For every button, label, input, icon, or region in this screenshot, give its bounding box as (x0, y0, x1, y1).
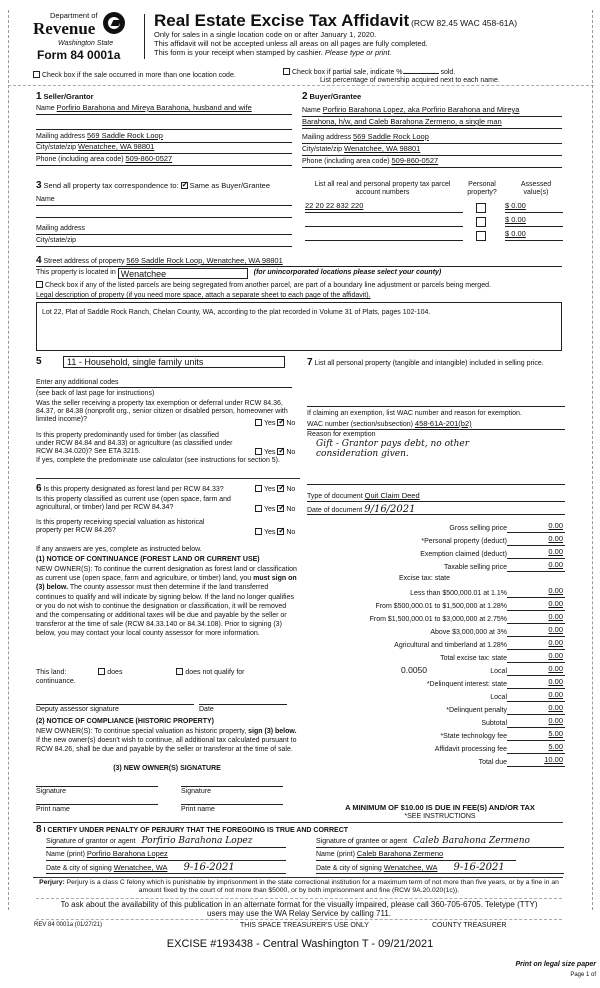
grantor-name-value: Porfirio Barahona Lopez (86, 849, 168, 858)
header-divider (144, 14, 145, 59)
parcel-account-input[interactable] (305, 202, 463, 213)
local-tax-rate: 0.0050 (401, 665, 427, 676)
parcel-assessed-value: $ 0.00 (505, 215, 526, 224)
reason-line-2[interactable]: consideration given. (316, 449, 409, 459)
use-code-select[interactable]: 11 - Household, single family units (63, 356, 285, 368)
correspondence-city-field[interactable] (36, 237, 292, 247)
tax-row (307, 533, 565, 546)
exemption-question-text: Was the seller receiving a property tax exemption or deferral under RCW 84.36, 84.37, or 84.38 (nonprofit org., senior citizen or disabled person, homeowner with limited income)? (36, 400, 288, 424)
section6-num: 6 (36, 483, 42, 494)
form-title: Real Estate Excise Tax Affidavit (154, 11, 410, 30)
segregated-row (36, 281, 491, 290)
parcel-assessed-input[interactable] (505, 230, 563, 241)
notice-compliance-bold: sign (3) below. (248, 728, 297, 735)
excise-row (307, 637, 565, 650)
qualify-row (36, 668, 245, 677)
excise-row (307, 611, 565, 624)
section8-num: 8 (36, 824, 42, 835)
notice-continuance-title: (1) NOTICE OF CONTINUANCE (FOREST LAND OR CURRENT USE) (36, 556, 260, 563)
notice-continuance-text (36, 565, 298, 639)
excise-row-label: Total excise tax: state (440, 654, 507, 662)
buyer-heading-label: Buyer/Grantee (309, 92, 362, 101)
title-row (154, 11, 517, 31)
additional-codes-field[interactable] (36, 379, 292, 388)
buyer-city-value: Wenatchee, WA 98801 (344, 144, 421, 153)
seller-mailing-value: 569 Saddle Rock Loop (86, 131, 163, 140)
certify-text: I CERTIFY UNDER PENALTY OF PERJURY THAT THE FOREGOING IS TRUE AND CORRECT (43, 827, 349, 834)
final-row-label: Local (490, 693, 507, 701)
partial-sale-row (283, 67, 455, 77)
segregated-label: Check box if any of the listed parcels are being segregated from another parcel, are part of a boundary line adjustment or parcels being merged. (45, 282, 491, 289)
owner-signature-2-line[interactable] (181, 786, 283, 787)
correspondence-section-num: 3 (36, 180, 42, 191)
street-address-label: Street address of property (43, 258, 125, 265)
seller-name-label: Name (36, 105, 55, 112)
final-row-label: Affidavit processing fee (434, 745, 507, 753)
historical-answer (255, 528, 295, 537)
section-8-divider (33, 822, 563, 823)
no-label: No (286, 486, 296, 493)
tax-row-label: Exemption claimed (deduct) (420, 550, 507, 558)
parcels-header-accounts: List all real and personal property tax parcel account numbers (314, 181, 451, 197)
use-code-section-num: 5 (36, 356, 42, 367)
seller-mailing-field[interactable] (36, 132, 292, 143)
buyer-phone-value: 509-860-0527 (391, 156, 439, 165)
seller-phone-label: Phone (including area code) (36, 156, 124, 163)
parcel-assessed-input[interactable] (505, 202, 563, 213)
seller-heading (36, 91, 94, 103)
form-number: Form 84 0001a (37, 48, 121, 62)
header-notice-1: Only for sales in a single location code on or after January 1, 2020. (154, 30, 377, 39)
revision-label: REV 84 0001a (01/27/21) (34, 922, 103, 928)
parcel-assessed-value: $ 0.00 (505, 229, 526, 238)
historical-question: Is this property receiving special valuation as historical property per RCW 84.26? (36, 519, 205, 535)
notice-compliance-text-b: If the new owner(s) doesn't wish to continue, all additional tax calculated pursuant to RCW 84.26, shall be due and payable by the seller or transferor at the time of sale. (36, 737, 297, 753)
current-use-yes-checkbox[interactable] (255, 505, 262, 512)
reason-label: Reason for exemption (307, 431, 376, 438)
document-date-value: 9/16/2021 (364, 504, 416, 515)
excise-stamp: EXCISE #193438 - Central Washington T - 09/21/2021 (166, 938, 434, 950)
buyer-name-value-1: Porfirio Barahona Lopez, aka Porfirio Barahona and Mireya (322, 105, 520, 114)
revenue-swirl-icon (103, 12, 125, 34)
certify-heading (36, 824, 348, 836)
multi-location-row (33, 71, 236, 80)
segregated-checkbox[interactable] (36, 281, 43, 288)
final-row (307, 754, 565, 767)
county-treasurer-label: COUNTY TREASURER (432, 922, 507, 929)
seller-heading-label: Seller/Grantor (43, 92, 94, 101)
personal-property-line[interactable] (307, 406, 565, 407)
if-yes-note: If any answers are yes, complete as instructed below. (36, 546, 202, 553)
deputy-date-line[interactable] (199, 704, 287, 705)
forest-yes-checkbox[interactable] (255, 485, 262, 492)
excise-row-label: Less than $500,000.01 at 1.1% (410, 589, 507, 597)
local-tax-label: Local (490, 667, 507, 675)
tax-row-label: Taxable selling price (443, 563, 507, 571)
property-section-num: 4 (36, 255, 42, 266)
print-legal-note: Print on legal size paper (515, 961, 596, 968)
buyer-name-value-2: Barahona, h/w, and Caleb Barahona Zermeno, a single man (302, 117, 502, 126)
tax-row-value[interactable]: 0.00 (507, 561, 565, 572)
does-not-qualify-checkbox[interactable] (176, 668, 183, 675)
excise-row (307, 650, 565, 663)
perjury-divider (33, 877, 563, 878)
excise-heading: Excise tax: state (399, 575, 450, 582)
notice-compliance-title: (2) NOTICE OF COMPLIANCE (HISTORIC PROPERTY) (36, 718, 214, 725)
correspondence-name-field[interactable] (36, 196, 292, 206)
seller-name-value: Porfirio Barahona and Mireya Barahona, husband and wife (56, 103, 252, 112)
owner-print-name-2-label: Print name (181, 806, 215, 813)
buyer-mailing-field[interactable] (302, 133, 562, 144)
final-row-value[interactable]: 10.00 (507, 756, 565, 767)
parcel-personal-checkbox[interactable] (476, 231, 486, 241)
historical-yes-checkbox[interactable] (255, 528, 262, 535)
tax-row-label: Gross selling price (449, 524, 507, 532)
notice-continuance-text-b: The county assessor must then determine if the land transferred continues to qualify and will indicate by signing below. If the land no longer qualifies or you do not wish to continue the designation or classification, it will be removed and the compensating or additional taxes will be due and payable by the seller or transferor at the time of sale (RCW 84.33.140 or 84.34.108). Prior to signing (3) below, you may contact your local county assessor for more information. (36, 584, 294, 638)
perjury-notice (36, 879, 562, 895)
forest-no-checkbox[interactable] (277, 485, 284, 492)
excise-row-label: Above $3,000,000 at 3% (430, 628, 507, 636)
located-label: This property is located in (36, 269, 116, 277)
yes-label: Yes (264, 449, 276, 456)
partial-sale-label: Check box if partial sale, indicate % (292, 69, 403, 76)
treasurer-use-label: THIS SPACE TREASURER'S USE ONLY (240, 922, 369, 929)
does-label: does (107, 669, 123, 676)
local-tax-row (307, 663, 565, 676)
parcels-header-personal: Personal property? (467, 181, 497, 197)
yes-label: Yes (264, 486, 276, 493)
buyer-name-field[interactable] (302, 106, 562, 117)
grantee-date-field[interactable] (316, 862, 564, 874)
tax-row (307, 546, 565, 559)
final-row (307, 715, 565, 728)
parcel-account-input[interactable] (305, 216, 463, 227)
parcel-row (305, 230, 563, 242)
correspondence-mailing-field[interactable] (36, 225, 292, 235)
yes-label: Yes (264, 506, 276, 513)
excise-row-label: From $500,000.01 to $1,500,000 at 1.28% (375, 602, 507, 610)
owner-print-name-1-label: Print name (36, 806, 70, 813)
grantor-date-value: 9-16-2021 (183, 862, 235, 873)
correspondence-mailing-label: Mailing address (36, 225, 86, 232)
grantee-signature-field[interactable] (316, 836, 564, 848)
ownership-note: List percentage of ownership acquired next to each name. (320, 77, 500, 84)
grantee-date-label: Date & city of signing (316, 865, 382, 872)
owner-print-name-1-line[interactable] (36, 804, 158, 805)
tax-row-label: *Personal property (deduct) (421, 537, 507, 545)
final-row (307, 702, 565, 715)
seller-mailing-label: Mailing address (36, 133, 86, 140)
tax-row-value[interactable]: 0.00 (507, 522, 565, 533)
grantor-date-label: Date & city of signing (46, 865, 112, 872)
grantor-name-label: Name (print) (46, 851, 85, 858)
seller-phone-field[interactable] (36, 155, 292, 166)
forest-question-text: Is this property designated as forest land per RCW 84.33? (43, 486, 224, 493)
buyer-mailing-value: 569 Saddle Rock Loop (352, 132, 429, 141)
grantee-date-value: 9-16-2021 (453, 862, 505, 873)
correspondence-label: Send all property tax correspondence to: (43, 181, 179, 190)
parcel-account-input[interactable] (305, 230, 463, 241)
timber-question (36, 432, 236, 456)
excise-row-value[interactable]: 0.00 (507, 613, 565, 624)
grantor-name-field[interactable] (46, 850, 286, 861)
parcels-header-assessed: Assessed value(s) (520, 181, 552, 197)
parcel-row (305, 202, 563, 214)
tax-row (307, 520, 565, 533)
personal-property-heading (307, 357, 565, 369)
personal-property-label: List all personal property (tangible and intangible) included in selling price. (314, 360, 544, 367)
wac-number-label: WAC number (section/subsection) (307, 421, 413, 428)
grantor-signature-field[interactable] (46, 836, 286, 848)
exemption-yes-checkbox[interactable] (255, 419, 262, 426)
tax-row-value[interactable]: 0.00 (507, 535, 565, 546)
historical-no-checkbox[interactable] (277, 528, 284, 535)
partial-sale-suffix: sold. (440, 69, 456, 76)
grantee-signature-label: Signature of grantee or agent (316, 838, 408, 845)
forest-answer (255, 485, 295, 494)
final-row-value[interactable]: 0.00 (507, 691, 565, 702)
header-notice-3-text: This form is your receipt when stamped by cashier. (154, 48, 323, 57)
parcel-assessed-input[interactable] (505, 216, 563, 227)
no-label: No (286, 420, 296, 427)
final-row-label: *State technology fee (440, 732, 507, 740)
no-label: No (286, 506, 296, 513)
timber-no-checkbox[interactable] (277, 448, 284, 455)
grantor-signature-label: Signature of grantor or agent (46, 838, 136, 845)
partial-sale-percent-input[interactable] (403, 67, 439, 74)
street-address-field[interactable] (36, 255, 562, 267)
timber-yes-checkbox[interactable] (255, 448, 262, 455)
deputy-date-label: Date (199, 706, 214, 713)
notice-continuance-text-a: NEW OWNER(S): To continue the current designation as forest land or classification as current use (open space, farm and agriculture, or timber) land, you (36, 566, 297, 583)
header-notice-2: This affidavit will not be accepted unless all areas on all pages are fully completed. (154, 39, 428, 48)
timber-question-text: Is this property predominantly used for timber (as classified under RCW 84.84 and 84.33) or agriculture (as classified under RCW 84.34.020)? See ETA 3215. (36, 432, 233, 456)
legal-description-textarea[interactable] (36, 302, 562, 351)
located-note: (for unincorporated locations please select your county) (253, 269, 442, 277)
grantor-date-field[interactable] (46, 862, 286, 874)
seller-section-num: 1 (36, 91, 42, 102)
grantee-city-value: Wenatchee, WA (383, 863, 438, 872)
does-qualify-checkbox[interactable] (98, 668, 105, 675)
continuance-label: continuance. (36, 678, 76, 685)
wac-number-value: 458-61A-201(b2) (414, 419, 472, 428)
does-not-label: does not qualify for (185, 669, 245, 676)
seller-city-label: City/state/zip (36, 144, 77, 151)
header-notice-3-italic: Please type or print. (324, 48, 392, 57)
legal-description-label: Legal description of property (if you need more space, attach a separate sheet to each page of the affidavit). (36, 292, 371, 299)
excise-row-value[interactable]: 0.00 (507, 652, 565, 663)
final-row (307, 689, 565, 702)
seller-name-line2[interactable] (36, 122, 292, 130)
final-row-value[interactable]: 5.00 (507, 730, 565, 741)
current-use-question: Is this property classified as current use (open space, farm and agricultural, or timber) land per RCW 84.34? (36, 496, 231, 512)
document-type-value: Quit Claim Deed (364, 491, 420, 500)
exemption-instructions: If claiming an exemption, list WAC number and reason for exemption. (307, 410, 522, 417)
document-type-field[interactable] (307, 492, 565, 502)
buyer-name-line2[interactable] (302, 118, 562, 129)
owner-signature-1-line[interactable] (36, 786, 158, 787)
buyer-phone-field[interactable] (302, 157, 562, 168)
excise-row-value[interactable]: 0.00 (507, 587, 565, 598)
parcel-personal-checkbox[interactable] (476, 203, 486, 213)
section7-num: 7 (307, 357, 313, 368)
timber-note: If yes, complete the predominate use calculator (see instructions for section 5). (36, 457, 280, 464)
final-row-value[interactable]: 0.00 (507, 704, 565, 715)
partial-sale-checkbox[interactable] (283, 68, 290, 75)
multi-location-label: Check box if the sale occurred in more than one location code. (42, 72, 236, 79)
excise-row (307, 624, 565, 637)
same-as-buyer-label: Same as Buyer/Grantee (189, 181, 271, 190)
section-5-divider (36, 478, 300, 479)
document-date-field[interactable] (307, 504, 565, 515)
excise-row-value[interactable]: 0.00 (507, 639, 565, 650)
excise-row-value[interactable]: 0.00 (507, 626, 565, 637)
yes-label: Yes (264, 420, 276, 427)
see-instructions-note: *SEE INSTRUCTIONS (404, 813, 476, 820)
located-row (36, 268, 441, 279)
excise-row (307, 585, 565, 598)
final-row-value[interactable]: 0.00 (507, 678, 565, 689)
grantee-name-value: Caleb Barahona Zermeno (356, 849, 444, 858)
notice-compliance-text (36, 727, 298, 754)
forest-question (36, 483, 256, 495)
final-row-label: *Delinquent interest: state (426, 680, 507, 688)
header-notice-3 (154, 49, 392, 58)
no-label: No (286, 529, 296, 536)
tax-row (307, 559, 565, 572)
current-use-no-checkbox[interactable] (277, 505, 284, 512)
excise-row (307, 598, 565, 611)
current-use-answer (255, 505, 295, 514)
excise-row-value[interactable]: 0.00 (507, 600, 565, 611)
owner-signature-2-label: Signature (181, 788, 211, 795)
yes-label: Yes (264, 529, 276, 536)
seller-phone-value: 509-860-0527 (125, 154, 173, 163)
grantee-name-label: Name (print) (316, 851, 355, 858)
notice-continuance-bold: must sign on (3) below. (36, 575, 297, 592)
notice-compliance-text-a: NEW OWNER(S): To continue special valuation as historic property, (36, 728, 249, 735)
additional-codes-label: Enter any additional codes (36, 379, 119, 386)
timber-answer (255, 448, 295, 457)
street-address-value: 569 Saddle Rock Loop, Wenatchee, WA 98801 (126, 256, 283, 265)
seller-city-field[interactable] (36, 143, 292, 154)
owner-signature-1-label: Signature (36, 788, 66, 795)
buyer-heading (302, 91, 361, 103)
seller-city-value: Wenatchee, WA 98801 (78, 142, 155, 151)
buyer-section-num: 2 (302, 91, 308, 102)
new-owner-signature-title: (3) NEW OWNER(S) SIGNATURE (113, 765, 221, 772)
buyer-city-field[interactable] (302, 145, 562, 156)
exemption-answer (255, 419, 295, 428)
excise-row-label: From $1,500,000.01 to $3,000,000 at 2.75% (369, 615, 507, 623)
legal-description-value: Lot 22, Plat of Saddle Rock Ranch, Chelan County, WA, according to the plat recorded in Volume 31 of Plats, pages 102-104. (42, 309, 431, 316)
minimum-due-note: A MINIMUM OF $10.00 IS DUE IN FEE(S) AND/OR TAX (345, 803, 535, 812)
parcel-account-value: 22 20 22 832 220 (305, 201, 364, 210)
final-row (307, 741, 565, 754)
same-as-buyer-checkbox[interactable] (181, 182, 188, 189)
document-date-label: Date of document (307, 507, 363, 514)
document-type-label: Type of document (307, 493, 363, 500)
parcel-personal-checkbox[interactable] (476, 217, 486, 227)
buyer-phone-label: Phone (including area code) (302, 158, 390, 165)
grantee-signature-value: Caleb Barahona Zermeno (413, 836, 530, 846)
located-select[interactable]: Wenatchee (118, 268, 248, 279)
local-tax-value[interactable]: 0.00 (507, 665, 565, 676)
header-separator (8, 85, 594, 86)
page-number: Page 1 of (570, 972, 596, 978)
multi-location-checkbox[interactable] (33, 71, 40, 78)
final-row-label: *Delinquent penalty (446, 706, 507, 714)
this-land-label: This land: (36, 669, 67, 676)
final-row-label: Total due (478, 758, 507, 766)
dept-line1: Department of (50, 11, 98, 20)
excise-row-label: Agricultural and timberland at 1.28% (394, 641, 507, 649)
perjury-text: Perjury is a class C felony which is punishable by imprisonment in the state correctional institution for a maximum term of not more than five years, or by a fine in an amount fixed by the court of not more than $5000, or by both imprisonment and fine (RCW 9A.20.020(1c)). (64, 879, 559, 894)
accessibility-notice: To ask about the availability of this publication in an alternate format for the visually impaired, please call 360-705-6705. Teletype (TTY) users may use the WA Relay Service by calling 711. (36, 898, 562, 920)
final-row-label: Subtotal (481, 719, 507, 727)
final-row (307, 728, 565, 741)
no-label: No (286, 449, 296, 456)
owner-print-name-2-line[interactable] (181, 804, 283, 805)
grantor-city-value: Wenatchee, WA (113, 863, 168, 872)
parcel-assessed-value: $ 0.00 (505, 201, 526, 210)
form-title-ref: (RCW 82.45 WAC 458-61A) (411, 18, 518, 28)
perjury-bold: Perjury: (39, 879, 65, 886)
correspondence-heading (36, 180, 270, 192)
tax-calculation (307, 520, 565, 767)
exemption-no-checkbox[interactable] (277, 419, 284, 426)
scan-edge-left (8, 10, 9, 910)
wac-number-field[interactable] (307, 420, 565, 430)
tax-row-value[interactable]: 0.00 (507, 548, 565, 559)
scan-edge-right (592, 10, 593, 910)
deputy-signature-label: Deputy assessor signature (36, 706, 119, 713)
dept-line2: Revenue (33, 19, 96, 38)
seller-name-field[interactable] (36, 104, 292, 115)
buyer-city-label: City/state/zip (302, 146, 343, 153)
deputy-signature-line[interactable] (36, 704, 194, 705)
parcel-row (305, 216, 563, 228)
final-row (307, 676, 565, 689)
buyer-name-label: Name (302, 107, 321, 114)
correspondence-name-label: Name (36, 196, 55, 203)
final-row-value[interactable]: 0.00 (507, 717, 565, 728)
dept-line3: Washington State (58, 40, 114, 47)
correspondence-name-line2[interactable] (36, 210, 292, 218)
final-row-value[interactable]: 5.00 (507, 743, 565, 754)
grantor-signature-value: Porfirio Barahona Lopez (141, 836, 253, 846)
grantee-name-field[interactable] (316, 850, 516, 861)
buyer-mailing-label: Mailing address (302, 134, 352, 141)
reason-line-1[interactable]: Gift - Grantor pays debt, no other (316, 439, 470, 449)
reason-line (307, 484, 565, 485)
correspondence-city-label: City/state/zip (36, 237, 77, 244)
additional-codes-note: (see back of last page for instructions) (36, 390, 155, 397)
